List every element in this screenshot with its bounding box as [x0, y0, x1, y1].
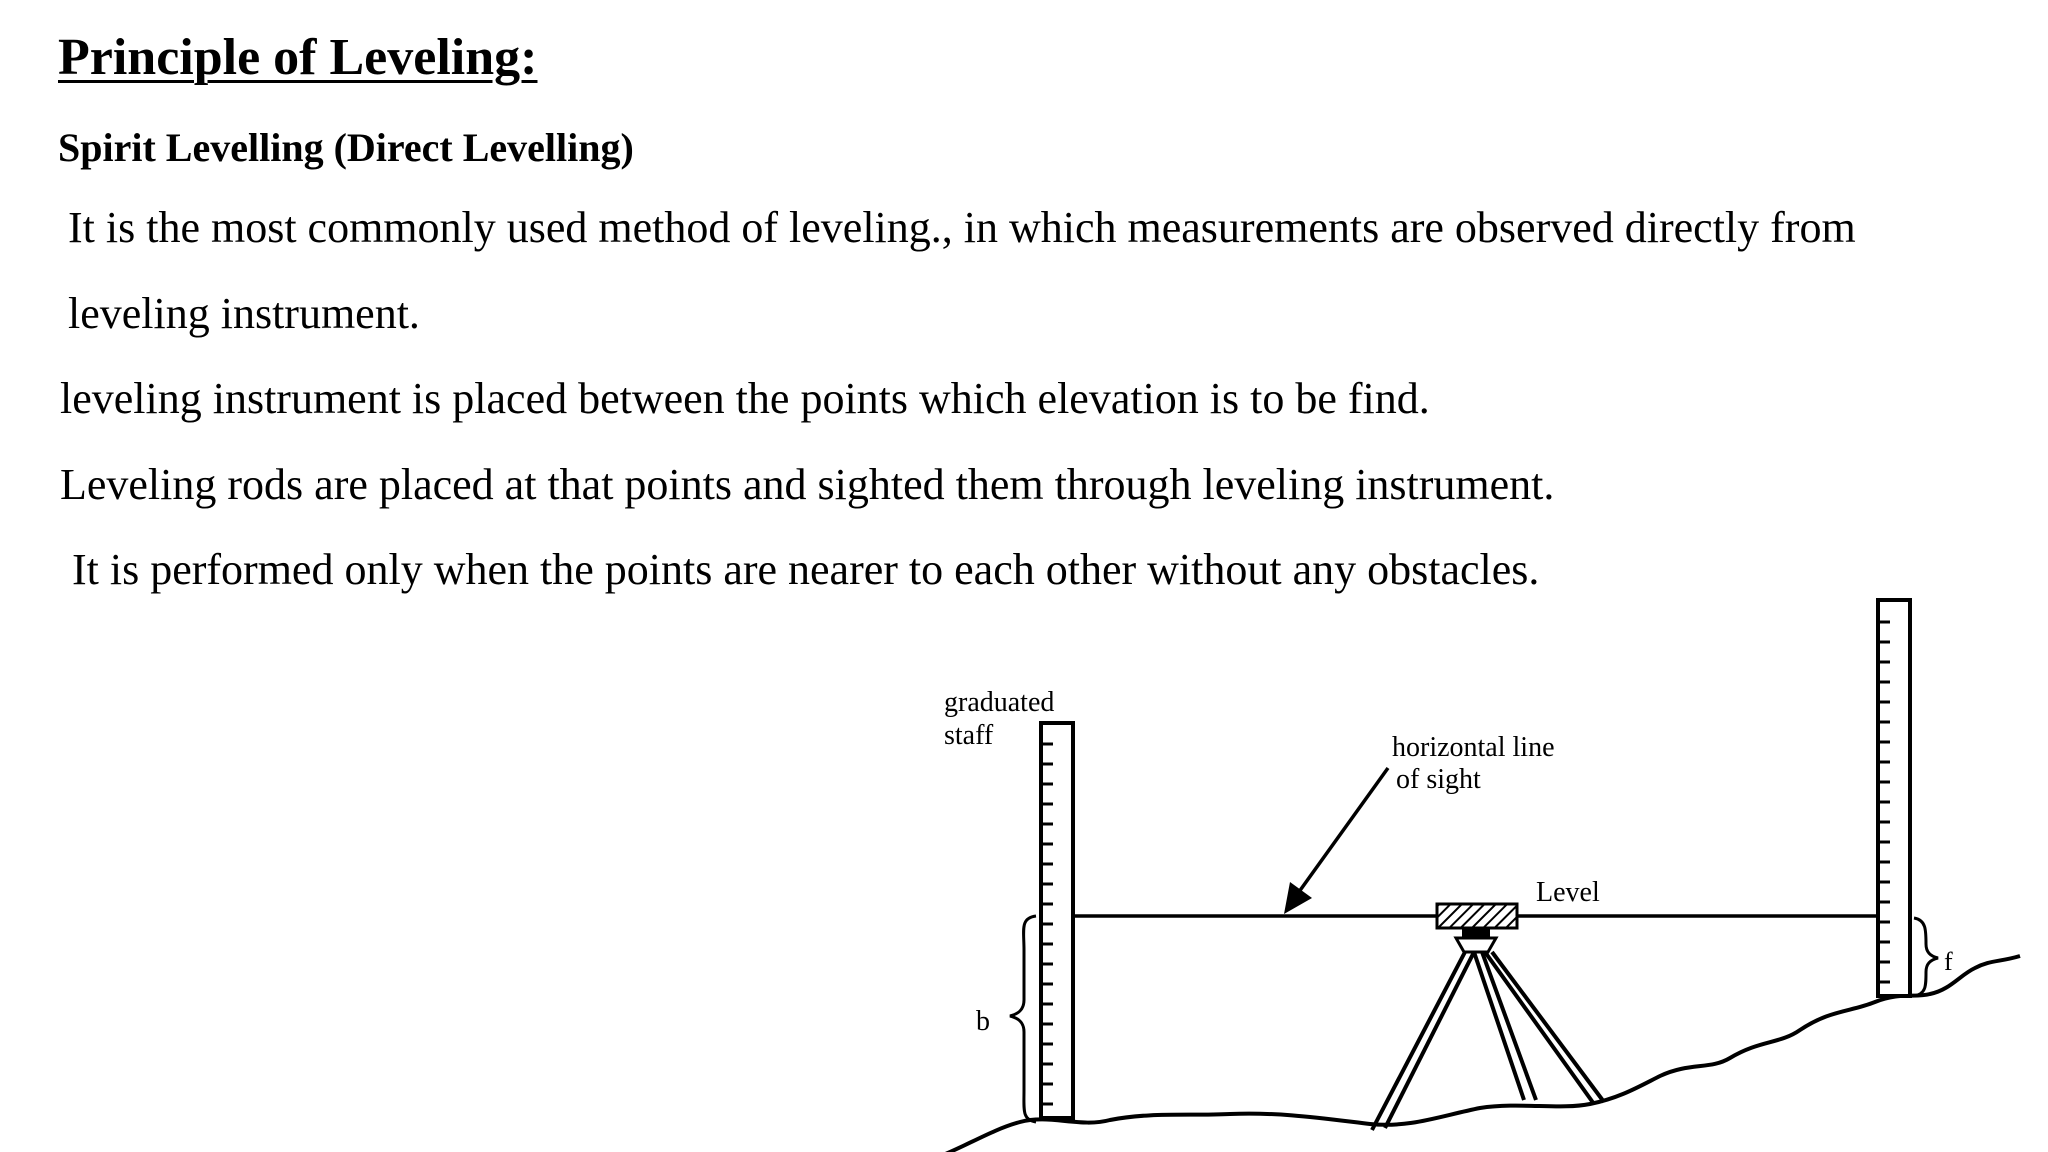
- left-staff: [1041, 723, 1073, 1118]
- paragraph-line: It is the most commonly used method of leveling., in which measurements are observed directly from: [68, 203, 1856, 252]
- label-staff: graduated: [944, 687, 1055, 718]
- page-title: Principle of Leveling:: [58, 29, 538, 86]
- right-staff: [1878, 600, 1910, 996]
- label-sight: of sight: [1396, 764, 1481, 795]
- paragraph-line: leveling instrument.: [68, 289, 420, 338]
- label-f: f: [1944, 947, 1953, 976]
- label-level: Level: [1536, 877, 1600, 908]
- brace-f: [1914, 918, 1938, 996]
- label-b: b: [976, 1006, 990, 1037]
- pointer-arrow: [1284, 768, 1388, 914]
- ground-line: [930, 956, 2020, 1152]
- paragraph-line: leveling instrument is placed between the points which elevation is to be find.: [60, 374, 1430, 423]
- level-instrument: [1437, 904, 1517, 952]
- label-sight: horizontal line: [1392, 732, 1555, 763]
- section-subtitle: Spirit Levelling (Direct Levelling): [58, 125, 634, 170]
- tripod: [1372, 952, 1604, 1130]
- label-staff: staff: [944, 720, 994, 751]
- brace-b: [1010, 916, 1036, 1122]
- paragraph-line: Leveling rods are placed at that points and sighted them through leveling instrument.: [60, 460, 1555, 509]
- paragraph-line: It is performed only when the points are nearer to each other without any obstacles.: [72, 545, 1540, 594]
